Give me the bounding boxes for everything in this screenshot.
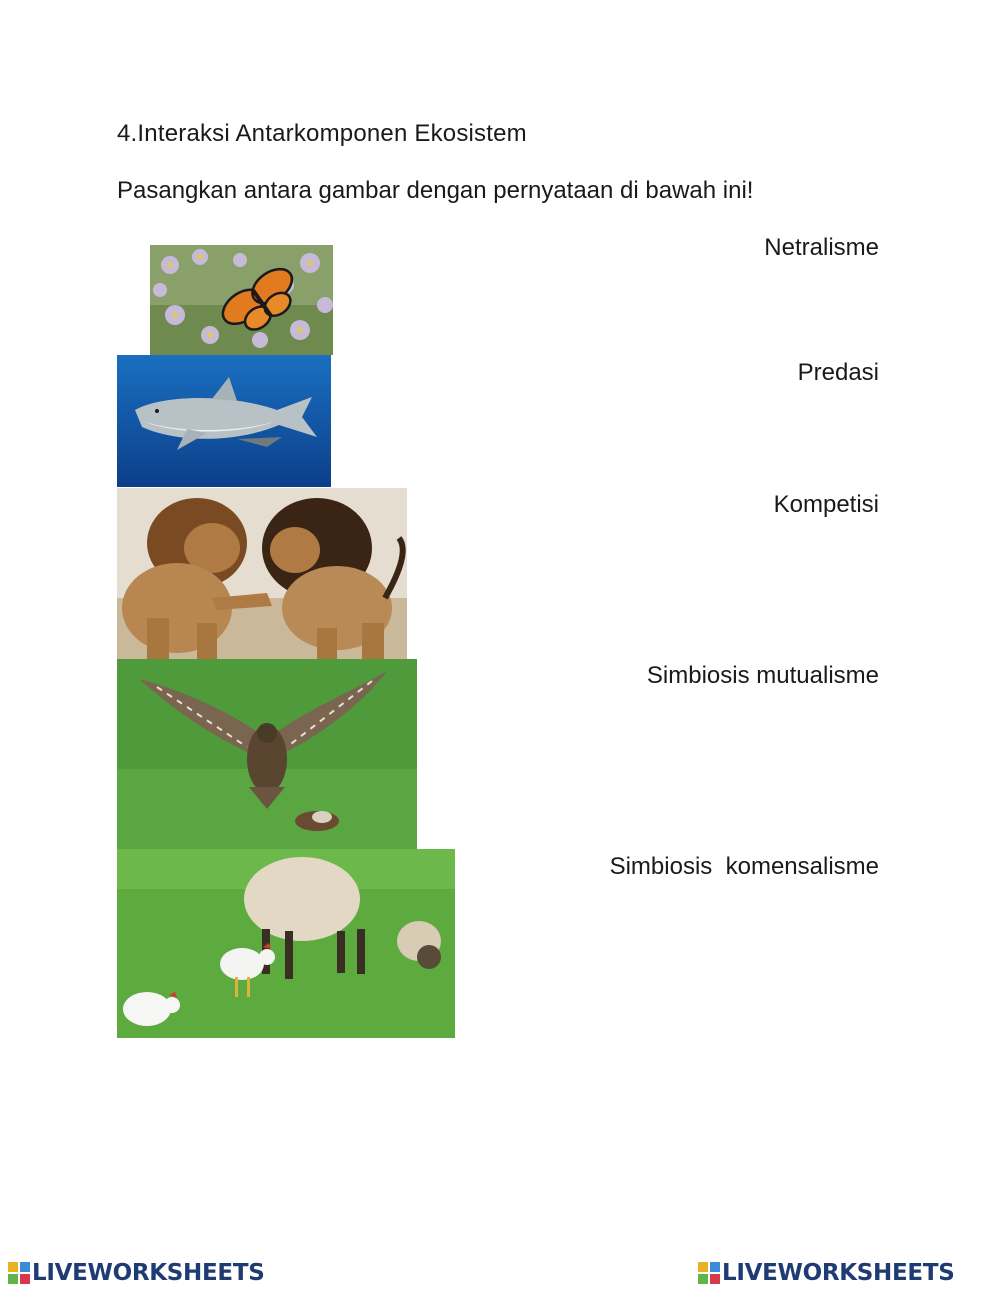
term-netralisme[interactable]: Netralisme: [764, 234, 879, 261]
footer-logo-text-right: LIVEWORKSHEETS: [722, 1260, 955, 1286]
liveworksheets-logo-icon: [8, 1262, 30, 1284]
liveworksheets-logo-icon: [698, 1262, 720, 1284]
term-simbiosis-mutualisme[interactable]: Simbiosis mutualisme: [646, 662, 879, 689]
footer-logo-text-left: LIVEWORKSHEETS: [32, 1260, 265, 1286]
worksheet-instruction: Pasangkan antara gambar dengan pernyataan di bawah ini!: [117, 177, 754, 204]
term-simbiosis-komensalisme[interactable]: Simbiosis komensalisme: [609, 853, 879, 880]
worksheet-title: 4.Interaksi Antarkomponen Ekosistem: [117, 120, 527, 147]
sheep-chickens-image[interactable]: [117, 849, 455, 1038]
shark-image[interactable]: [117, 355, 331, 487]
eagle-image[interactable]: [117, 659, 417, 849]
footer-logo-left: [8, 1258, 264, 1288]
lions-image[interactable]: [117, 488, 407, 659]
term-predasi[interactable]: Predasi: [797, 359, 879, 386]
term-kompetisi[interactable]: Kompetisi: [773, 491, 879, 518]
butterfly-image[interactable]: [150, 245, 333, 355]
footer-logo-right: [698, 1258, 954, 1288]
